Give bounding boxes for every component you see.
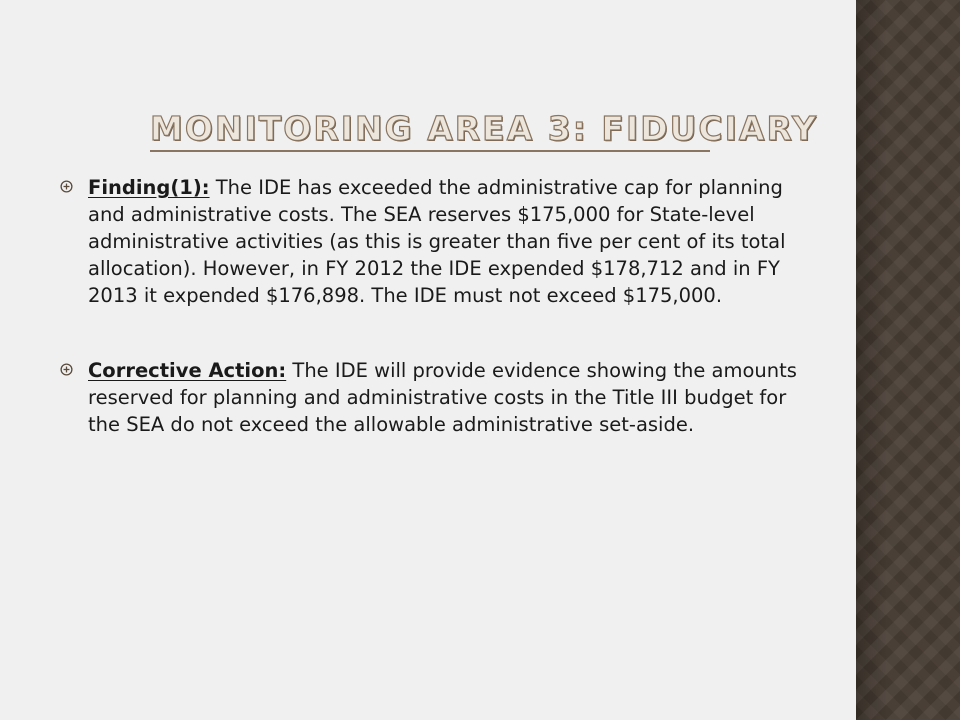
finding-label: Finding(1):: [88, 176, 210, 199]
bullet-corrective-action: [60, 357, 820, 438]
decorative-side-panel: [856, 0, 960, 720]
corrective-action-label: Corrective Action:: [88, 359, 287, 382]
bullet-finding: [60, 174, 820, 309]
finding-text: The IDE has exceeded the administrative cap for planning and administrative costs. The SEA reserves $175,000 for State-level administrative activities (as this is greater than five per cent of its total allocation). However, in FY 2012 the IDE expended $178,712 and in FY 2013 it expended $176,898. The IDE must not exceed $175,000.: [88, 176, 786, 307]
circled-plus-icon: [60, 363, 73, 376]
slide-title: MONITORING AREA 3: FIDUCIARY: [150, 110, 710, 152]
bullet-list: [60, 174, 820, 486]
circled-plus-icon: [60, 180, 73, 193]
corrective-action-text: The IDE will provide evidence showing the amounts reserved for planning and administrative costs in the Title III budget for the SEA do not exceed the allowable administrative set-aside.: [88, 359, 797, 436]
